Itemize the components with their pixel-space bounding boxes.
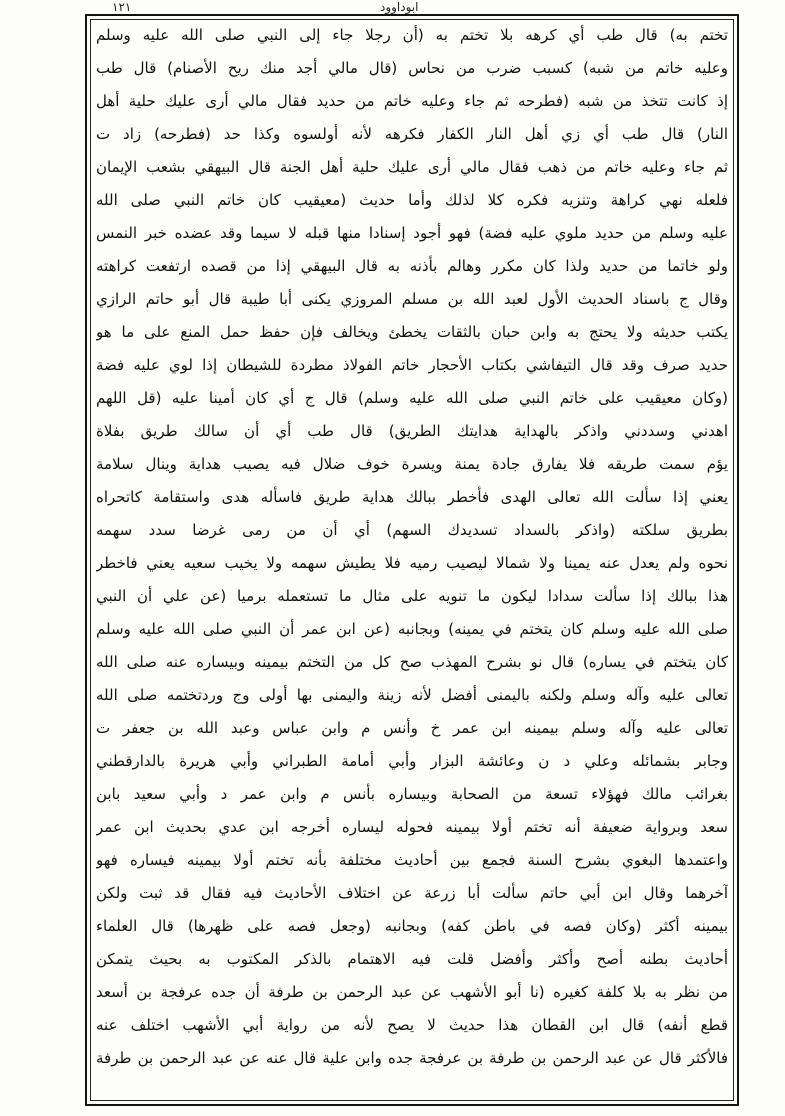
text-line: واعتمدها البغوي بشرح السنة فجمع بين أحاديث مختلفة بأنه تختم أولا بيمينه فيساره فهو: [96, 851, 728, 869]
text-line: حديد صرف وقد قال التيفاشي بكتاب الأحجار خاتم الفولاذ مطردة للشيطان إذا لوي عليه فضة: [96, 356, 728, 374]
text-line: من نظر به بلا كلفة كغيره (نا أبو الأشهب عن عبد الرحمن بن طرفة أن جده عرفجة بن أسعد: [96, 983, 728, 1001]
text-line: يكتب حديثه ولا يحتج به وابن حبان بالثقات يخطئ ويخالف فإن حفظ حمل المنع على ما هو: [96, 323, 728, 341]
text-line: وعليه خاتم من شبه) كسبب ضرب من نحاس (قال مالي أجد منك ريح الأصنام) قال طب: [96, 59, 728, 77]
page-number: ١٢١: [112, 0, 132, 14]
text-line: تختم به) قال طب أي كرهه بلا تختم به (أن رجلا جاء إلى النبي صلى الله عليه وسلم: [96, 26, 728, 44]
text-line: ولو خاتما من حديد ولذا كان مكرر وهالم بأذنه به قال البيهقي إذا من قصده ارتفعت كراهته: [96, 257, 728, 275]
text-line: تعالى عليه وآله وسلم بيمينه ابن عمر خ وأنس م وابن عباس وعبد الله بن جعفر ت: [96, 719, 728, 737]
text-line: نحوه ولم يعدل عنه يمينا ولا شمالا ليصيب رميه فلا يطيش سهمه ولا يخيب سعيه يعني فاخطر: [96, 554, 728, 572]
text-line: كان يتختم في يساره) قال نو بشرح المهذب صح كل من التختم بيمينه وبيساره عنه صلى الله: [96, 653, 728, 671]
running-head: ابوداوود: [380, 0, 419, 14]
text-line: صلى الله عليه وسلم كان يتختم في يمينه) وبجانبه (عن ابن عمر أن النبي صلى الله عليه وسلم: [96, 620, 728, 638]
text-line: سعد وبرواية ضعيفة أنه تختم أولا بيمينه فحوله ليساره أخرجه ابن عدي بحديث ابن عمر: [96, 818, 728, 836]
text-line: وجابر بشمائله وعلي د ن وعائشة البزار وأبي أمامة الطبراني وأبي هريرة بالدارقطني: [96, 752, 728, 770]
text-line: أحاديث بطنه أصح وأكثر وأفضل قلت فيه الاهتمام بالذكر المكتوب به بحيث يتمكن: [96, 950, 728, 968]
text-line: قطع أنفه) قال ابن القطان هذا حديث لا يصح لأنه من رواية أبي الأشهب اختلف عنه: [96, 1016, 728, 1034]
text-line: عليه وسلم من حديد ملوي عليه فضة) فهو أجود إسنادا منها قبله لا سيما وقد عضده خبر النمس: [96, 224, 728, 242]
text-line: تعالى عليه وآله وسلم ولكنه باليمنى أفضل لأنه زينة واليمنى بها أولى وج وردتختمه صلى الله: [96, 686, 728, 704]
text-line: يعني إذا سألت الله تعالى الهدى فأخطر ببالك هداية طريق فاسأله هدى واستقامة كاتحراه: [96, 488, 728, 506]
text-line: اهدني وسددني واذكر بالهداية هدايتك الطريق) قال طب أي أن سالك طريق بفلاة: [96, 422, 728, 440]
text-line: إذ كانت تتخذ من شبه (فطرحه ثم جاء وعليه خاتم من حديد فقال مالي أرى عليك حلية أهل: [96, 92, 728, 110]
text-line: (وكان معيقيب على خاتم النبي صلى الله عليه وسلم) قال ج أي كان أمينا عليه (قل اللهم: [96, 389, 728, 407]
text-line: آخرهما وقال ابن أبي حاتم سألت أبا زرعة عن اختلاف الأحاديث فيه فقال قد ثبت ولكن: [96, 884, 728, 902]
text-line: بطريق سلكته (واذكر بالسداد تسديدك السهم) أي أن من رمى غرضا سدد سهمه: [96, 521, 728, 539]
text-line: ثم جاء وعليه خاتم من ذهب فقال مالي أرى عليك حلية أهل الجنة قال البيهقي بشعب الإيمان: [96, 158, 728, 176]
text-line: وقال ج باسناد الحديث الأول لعبد الله بن مسلم المروزي يكنى أبا طيبة قال أبو حاتم الرازي: [96, 290, 728, 308]
page-header: [90, 0, 740, 14]
text-line: يؤم سمت طريقه فلا يفارق جادة يمنة ويسرة خوف ضلال فيه يصيب هداية وينال سلامة: [96, 455, 728, 473]
text-line: بيمينه أكثر (وكان فصه في باطن كفه) وبجانبه (وجعل فصه على ظهرها) قال العلماء: [96, 917, 728, 935]
body-text: [96, 22, 728, 1096]
text-line: بغرائب مالك فهؤلاء تسعة من الصحابة وبيساره بأنس م وابن عمر د وأبي سعيد بابن: [96, 785, 728, 803]
text-line: هذا ببالك إذا سألت سدادا ليكون ما تنويه على مثال ما تستعمله برميا (عن علي أن النبي: [96, 587, 728, 605]
text-line: فلعله نهي كراهة وتنزيه فكره كلا لذلك وأما حديث (معيقيب كان خاتم النبي صلى الله: [96, 191, 728, 209]
text-line: النار) قال طب أي زي أهل النار الكفار فكرهه لأنه أولسوه وكذا حد (فطرحه) زاد ت: [96, 125, 728, 143]
text-line: فالأكثر قال عن عبد الرحمن بن طرفة بن عرفجة جده وابن علية قال عنه عن عبد الرحمن بن طرفة: [96, 1049, 728, 1067]
